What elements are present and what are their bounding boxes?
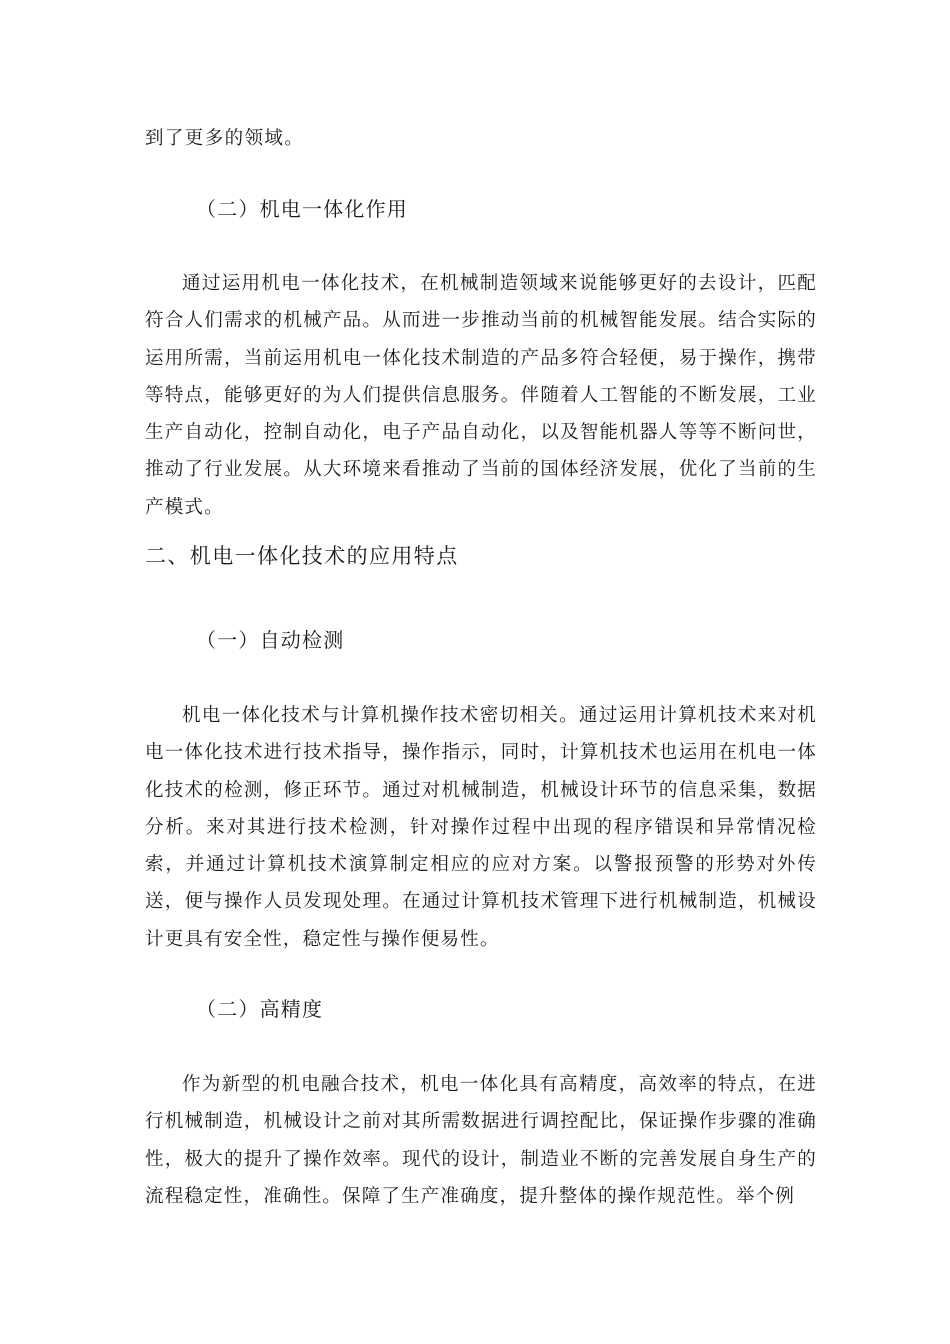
- paragraph-high-precision: 作为新型的机电融合技术，机电一体化具有高精度，高效率的特点，在进行机械制造，机械设计之前对其所需数据进行调控配比，保证操作步骤的准确性，极大的提升了操作效率。现代的设计，制造业不断的完善发展自身生产的流程稳定性，准确性。保障了生产准确度，提升整体的操作规范性。举个例: [145, 1074, 817, 1207]
- subsection-heading-auto-detection: （一）自动检测: [196, 628, 345, 652]
- section-heading-role: （二）机电一体化作用: [196, 197, 408, 221]
- section-heading-application-features: 二、机电一体化技术的应用特点: [145, 544, 459, 568]
- paragraph-auto-detection: 机电一体化技术与计算机操作技术密切相关。通过运用计算机技术来对机电一体化技术进行技术指导，操作指示，同时，计算机技术也运用在机电一体化技术的检测，修正环节。通过对机械制造，机械设计环节的信息采集，数据分析。来对其进行技术检测，针对操作过程中出现的程序错误和异常情况检索，并通过计算机技术演算制定相应的应对方案。以警报预警的形势对外传送，便与操作人员发现处理。在通过计算机技术管理下进行机械制造，机械设计更具有安全性，稳定性与操作便易性。: [145, 705, 817, 950]
- paragraph-role: 通过运用机电一体化技术，在机械制造领域来说能够更好的去设计，匹配符合人们需求的机械产品。从而进一步推动当前的机械智能发展。结合实际的运用所需，当前运用机电一体化技术制造的产品多符合轻便，易于操作，携带等特点，能够更好的为人们提供信息服务。伴随着人工智能的不断发展，工业生产自动化，控制自动化，电子产品自动化，以及智能机器人等等不断问世，推动了行业发展。从大环境来看推动了当前的国体经济发展，优化了当前的生产模式。: [145, 273, 817, 518]
- subsection-heading-high-precision: （二）高精度: [196, 997, 324, 1021]
- intro-line: 到了更多的领域。: [145, 128, 305, 149]
